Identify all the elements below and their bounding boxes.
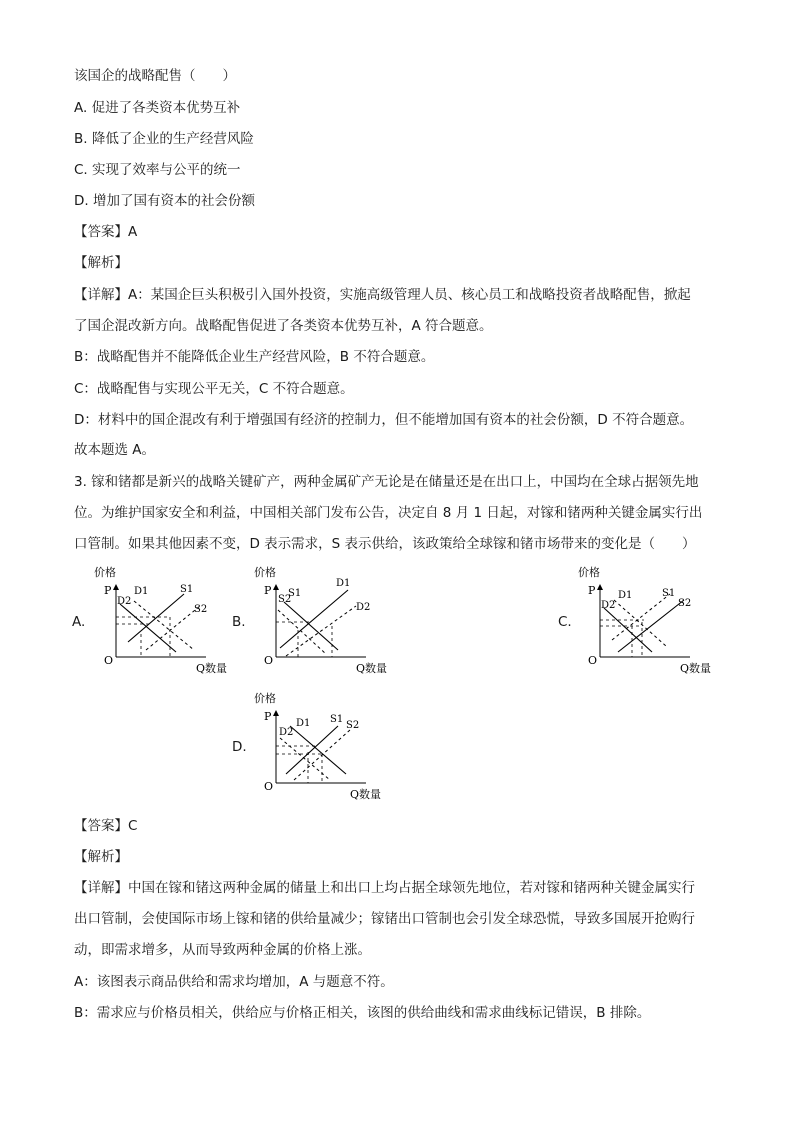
label-s1: S1 (330, 714, 344, 725)
q3-detail-line: B：需求应与价格员相关，供给应与价格正相关，该图的供给曲线和需求曲线标记错误，B 排除。 (74, 1005, 651, 1021)
label-d2: D2 (356, 602, 371, 613)
y-axis-arrow (273, 710, 279, 716)
q2-option-b[interactable]: B. 降低了企业的生产经营风险 (74, 131, 254, 147)
supply-curve-s2 (278, 610, 326, 654)
graph-y-axis-label: 价格 (254, 566, 276, 579)
demand-curve-d2 (280, 738, 330, 780)
q2-option-a[interactable]: A. 促进了各类资本优势互补 (74, 100, 241, 116)
q2-stem: 该国企的战略配售（ ） (74, 68, 236, 84)
graph-c (570, 564, 720, 680)
graph-x-axis-label: Q数量 (356, 662, 388, 675)
graph-d-option-label[interactable]: D. (232, 739, 247, 755)
q3-detail-line: 动，即需求增多，从而导致两种金属的价格上涨。 (74, 942, 371, 958)
q2-option-c[interactable]: C. 实现了效率与公平的统一 (74, 162, 241, 178)
label-d2: D2 (117, 596, 132, 607)
graph-p-label: P (104, 584, 112, 597)
graph-a (86, 564, 236, 680)
graph-origin-label: O (264, 780, 274, 793)
graph-origin-label: O (104, 654, 114, 667)
graph-p-label: P (264, 584, 272, 597)
q2-analysis-label: 【解析】 (74, 255, 128, 271)
demand-curve-d2 (604, 608, 652, 652)
graph-y-axis-label: 价格 (94, 566, 116, 579)
graph-x-axis-label: Q数量 (350, 788, 382, 801)
q3-analysis-label: 【解析】 (74, 849, 128, 865)
q3-detail-line: 【详解】中国在镓和锗这两种金属的储量上和出口上均占据全球领先地位，若对镓和锗两种关键金属实行 (74, 880, 695, 896)
graph-p-label: P (588, 584, 596, 597)
label-d1: D1 (134, 586, 149, 597)
q2-detail-line: C：战略配售与实现公平无关，C 不符合题意。 (74, 381, 354, 397)
label-s1: S1 (662, 588, 676, 599)
q3-stem-line: 口管制。如果其他因素不变，D 表示需求，S 表示供给，该政策给全球镓和锗市场带来的变化是（ ） (74, 536, 696, 552)
demand-curve-d1 (614, 600, 666, 646)
graph-b (246, 564, 396, 680)
q3-detail-line: A：该图表示商品供给和需求均增加，A 与题意不符。 (74, 974, 394, 990)
label-d1: D1 (296, 718, 311, 729)
q2-option-d[interactable]: D. 增加了国有资本的社会份额 (74, 193, 255, 209)
graph-b-option-label[interactable]: B. (232, 614, 246, 630)
label-s2: S2 (194, 604, 208, 615)
label-s2: S2 (346, 720, 360, 731)
supply-curve-s2 (618, 600, 684, 652)
q3-answer: 【答案】C (74, 818, 138, 834)
q3-detail-line: 出口管制，会使国际市场上镓和锗的供给量减少；镓锗出口管制也会引发全球恐慌，导致多国展开抢购行 (74, 911, 695, 927)
graph-y-axis-label: 价格 (254, 692, 276, 705)
q2-detail-line: D：材料中的国企混改有利于增强国有经济的控制力，但不能增加国有资本的社会份额，D 不符合题意。 (74, 412, 694, 428)
label-d2: D2 (279, 727, 294, 738)
demand-curve-d1 (290, 726, 346, 774)
label-d1: D1 (336, 578, 351, 589)
q3-stem-line: 3. 镓和锗都是新兴的战略关键矿产，两种金属矿产无论是在储量还是在出口上，中国均在全球占据领先地 (74, 474, 699, 490)
q2-detail-line: 【详解】A：某国企巨头积极引入国外投资，实施高级管理人员、核心员工和战略投资者战略配售，掀起 (74, 287, 691, 303)
label-s1: S1 (180, 584, 194, 595)
label-s1: S1 (288, 588, 302, 599)
supply-curve-s1 (284, 602, 338, 650)
y-axis-arrow (597, 584, 603, 590)
graph-x-axis-label: Q数量 (196, 662, 228, 675)
label-s2: S2 (278, 594, 292, 605)
label-d2: D2 (601, 600, 616, 611)
graph-c-option-label[interactable]: C. (558, 614, 572, 630)
y-axis-arrow (113, 584, 119, 590)
graph-origin-label: O (264, 654, 274, 667)
graph-y-axis-label: 价格 (578, 566, 600, 579)
q2-answer: 【答案】A (74, 224, 138, 240)
label-d1: D1 (618, 590, 633, 601)
demand-curve-d1 (134, 601, 194, 650)
graph-x-axis-label: Q数量 (680, 662, 712, 675)
y-axis-arrow (273, 584, 279, 590)
graph-a-option-label[interactable]: A. (72, 614, 86, 630)
graph-p-label: P (264, 710, 272, 723)
label-s2: S2 (678, 598, 692, 609)
q2-detail-line: B：战略配售并不能降低企业生产经营风险，B 不符合题意。 (74, 349, 435, 365)
q2-detail-line: 故本题选 A。 (74, 442, 156, 458)
q3-stem-line: 位。为维护国家安全和利益，中国相关部门发布公告，决定自 8 月 1 日起，对镓和锗两种关键金属实行出 (74, 505, 703, 521)
supply-curve-s2 (146, 606, 200, 650)
q2-detail-line: 了国企混改新方向。战略配售促进了各类资本优势互补，A 符合题意。 (74, 318, 493, 334)
graph-d (246, 690, 396, 806)
graph-origin-label: O (588, 654, 598, 667)
